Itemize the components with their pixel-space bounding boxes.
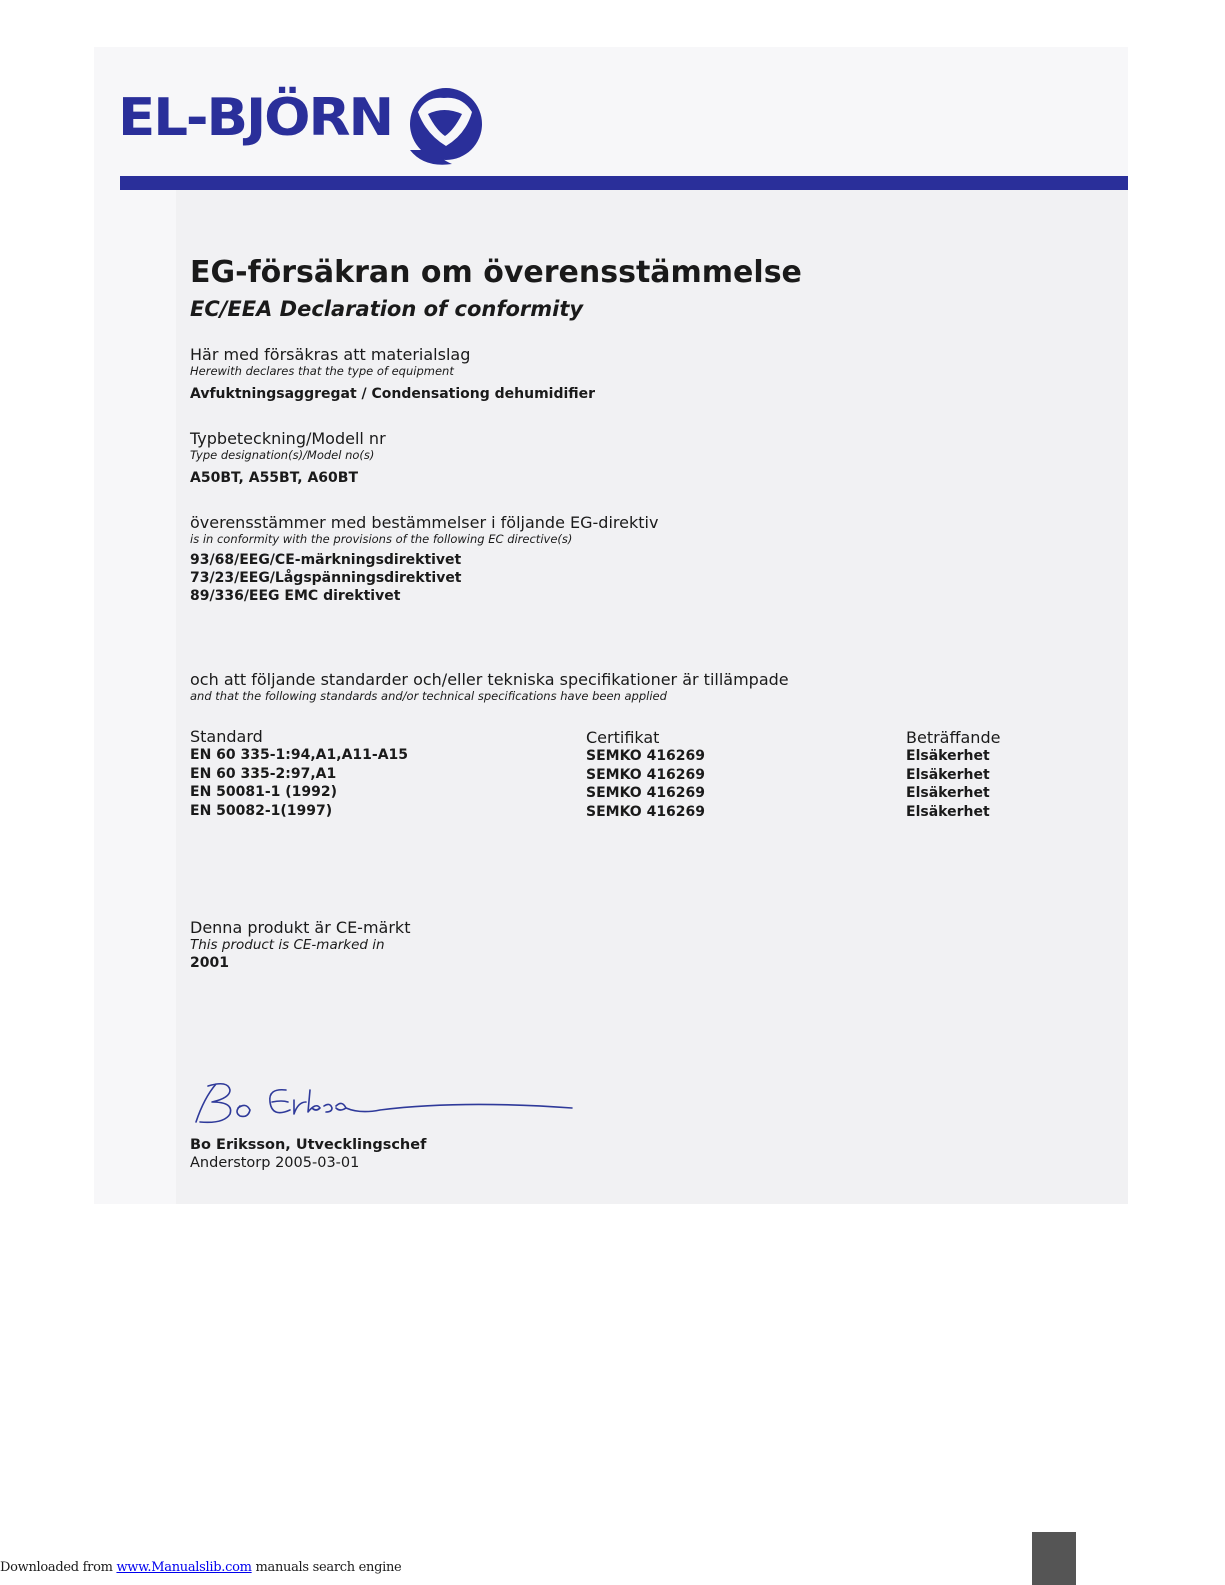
brand-logo [118,84,488,172]
header-rule [120,176,1128,190]
standards-label-en: and that the following standards and/or technical specifications have been applied [190,689,667,703]
page-number-box [1032,1532,1076,1585]
logo-text: EL-BJÖRN [118,88,393,148]
equipment-label-sv: Här med försäkras att materialslag [190,345,471,364]
certifikat-header: Certifikat [586,728,660,747]
model-section [190,429,386,487]
directives-label-sv: överensstämmer med bestämmelser i följande EG-direktiv [190,513,659,532]
betraffande-cell: Elsäkerhet [906,748,990,764]
betraffande-column [906,728,1000,821]
directives-section [190,513,658,605]
document-subtitle: EC/EEA Declaration of conformity [190,297,584,321]
footer-suffix: manuals search engine [251,1560,402,1575]
model-value: A50BT, A55BT, A60BT [190,470,359,486]
certifikat-cell: SEMKO 416269 [586,766,706,783]
certifikat-cell: SEMKO 416269 [586,785,706,801]
ce-year: 2001 [190,955,229,971]
signatory-section [190,1136,426,1173]
standards-intro [190,670,789,703]
equipment-section [190,345,595,403]
download-footer [0,1560,401,1575]
directive-item: 89/336/EEG EMC direktivet [190,588,401,604]
signatory-name: Bo Eriksson, Utvecklingschef [190,1137,427,1153]
standard-header: Standard [190,727,263,746]
certifikat-column [586,728,705,821]
footer-prefix: Downloaded from [0,1560,117,1575]
directive-item: 93/68/EEG/CE-märkningsdirektivet [190,552,462,568]
document-title: EG-försäkran om överensstämmelse [190,255,802,290]
handwritten-signature [190,1078,580,1128]
standard-column [190,727,408,820]
manualslib-link[interactable]: www.Manualslib.com [116,1560,252,1575]
standards-label-sv: och att följande standarder och/eller tekniska specifikationer är tillämpade [190,670,789,689]
signatory-place-date: Anderstorp 2005-03-01 [190,1155,360,1171]
equipment-label-en: Herewith declares that the type of equipment [190,364,454,378]
equipment-value: Avfuktningsaggregat / Condensationg dehumidifier [190,386,596,402]
ce-label-sv: Denna produkt är CE-märkt [190,918,411,937]
directive-item: 73/23/EEG/Lågspänningsdirektivet [190,570,462,586]
standard-cell: EN 60 335-2:97,A1 [190,765,337,782]
bear-logo-icon [396,84,492,172]
betraffande-cell: Elsäkerhet [906,785,990,801]
certifikat-cell: SEMKO 416269 [586,748,706,764]
certifikat-cell: SEMKO 416269 [586,803,706,820]
standard-cell: EN 50081-1 (1992) [190,784,338,800]
model-label-en: Type designation(s)/Model no(s) [190,448,375,462]
standard-cell: EN 50082-1(1997) [190,802,333,819]
directives-label-en: is in conformity with the provisions of the following EC directive(s) [190,532,573,546]
ce-section [190,918,410,972]
betraffande-header: Beträffande [906,728,1001,747]
ce-label-en: This product is CE-marked in [190,937,385,953]
betraffande-cell: Elsäkerhet [906,766,990,783]
model-label-sv: Typbeteckning/Modell nr [190,429,386,448]
standard-cell: EN 60 335-1:94,A1,A11-A15 [190,747,409,763]
betraffande-cell: Elsäkerhet [906,803,990,820]
